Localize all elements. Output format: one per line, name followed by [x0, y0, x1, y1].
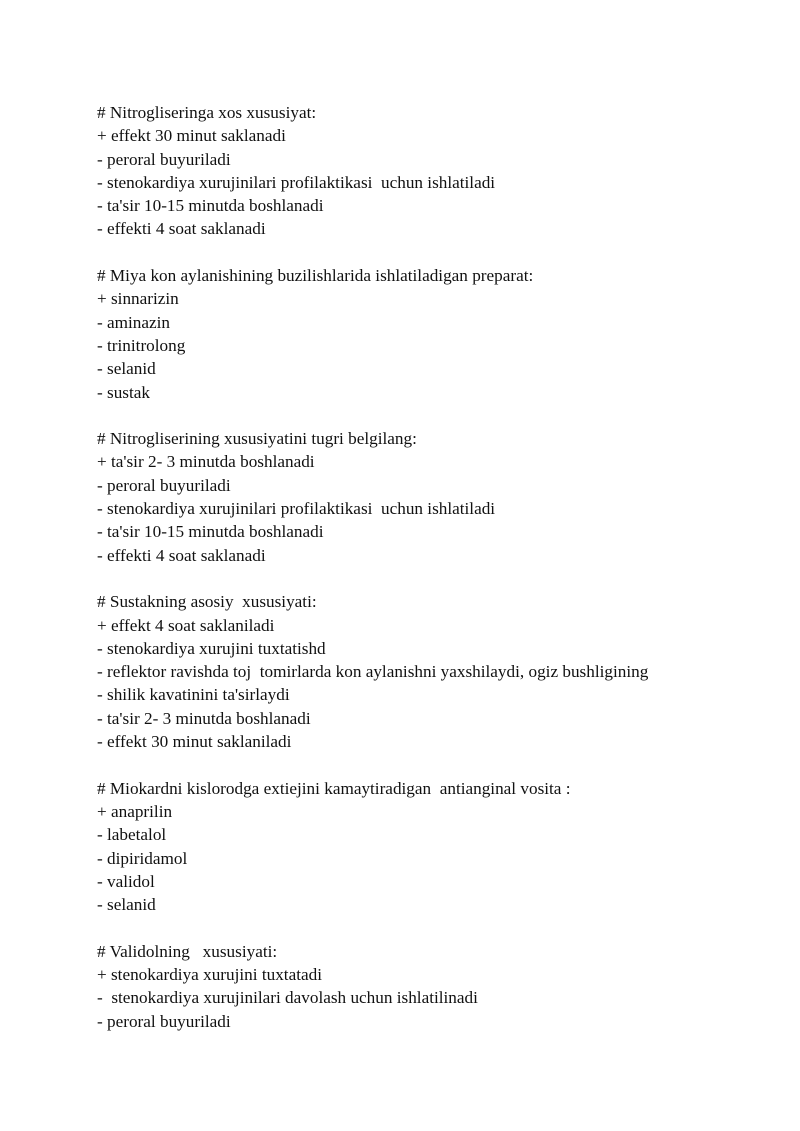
question-text: # Nitrogliseringa xos xususiyat:	[97, 103, 317, 122]
answer-option: + anaprilin	[97, 801, 173, 821]
answer-option: - effekti 4 soat saklanadi	[97, 219, 266, 239]
answer-option: - selanid	[97, 359, 156, 379]
question-block	[97, 590, 787, 753]
answer-option: - stenokardiya xurujini tuxtatishd	[97, 638, 326, 658]
answer-option: - shilik kavatinini ta'sirlaydi	[97, 685, 290, 705]
answer-option: - peroral buyuriladi	[97, 475, 231, 495]
answer-option: - reflektor ravishda toj tomirlarda kon aylanishni yaxshilaydi, ogiz bushligining	[97, 662, 649, 682]
answer-option: - stenokardiya xurujinilari profilaktikasi uchun ishlatiladi	[97, 499, 496, 519]
answer-option: - validol	[97, 871, 155, 891]
answer-option: - selanid	[97, 895, 156, 915]
answer-option: + ta'sir 2- 3 minutda boshlanadi	[97, 452, 315, 472]
answer-option: + sinnarizin	[97, 289, 179, 309]
answer-option: - peroral buyuriladi	[97, 1011, 231, 1031]
question-block	[97, 777, 787, 917]
question-text: # Miokardni kislorodga extiejini kamaytiradigan antianginal vosita :	[97, 778, 571, 798]
answer-option: - stenokardiya xurujinilari davolash uchun ishlatilinadi	[97, 988, 478, 1008]
answer-option: + effekt 4 soat saklaniladi	[97, 615, 275, 635]
question-block	[97, 940, 787, 1033]
answer-option: - effekt 30 minut saklaniladi	[97, 732, 292, 752]
answer-option: - stenokardiya xurujinilari profilaktikasi uchun ishlatiladi	[97, 172, 496, 192]
answer-option: - aminazin	[97, 312, 171, 332]
question-block	[97, 101, 787, 241]
answer-option: - trinitrolong	[97, 335, 186, 355]
question-block	[97, 427, 787, 567]
question-text: # Miya kon aylanishining buzilishlarida ishlatiladigan preparat:	[97, 266, 534, 286]
answer-option: - ta'sir 2- 3 minutda boshlanadi	[97, 708, 311, 728]
document-content	[97, 101, 787, 1056]
answer-option: - ta'sir 10-15 minutda boshlanadi	[97, 196, 324, 216]
answer-option: - dipiridamol	[97, 848, 188, 868]
question-block	[97, 264, 787, 404]
answer-option: - effekti 4 soat saklanadi	[97, 545, 266, 565]
answer-option: + stenokardiya xurujini tuxtatadi	[97, 964, 322, 984]
answer-option: - ta'sir 10-15 minutda boshlanadi	[97, 522, 324, 542]
answer-option: - sustak	[97, 382, 150, 402]
answer-option: + effekt 30 minut saklanadi	[97, 126, 286, 146]
question-text: # Sustakning asosiy xususiyati:	[97, 592, 317, 612]
answer-option: - peroral buyuriladi	[97, 149, 231, 169]
question-text: # Validolning xususiyati:	[97, 941, 278, 961]
answer-option: - labetalol	[97, 825, 167, 845]
question-text: # Nitrogliserining xususiyatini tugri belgilang:	[97, 429, 417, 449]
